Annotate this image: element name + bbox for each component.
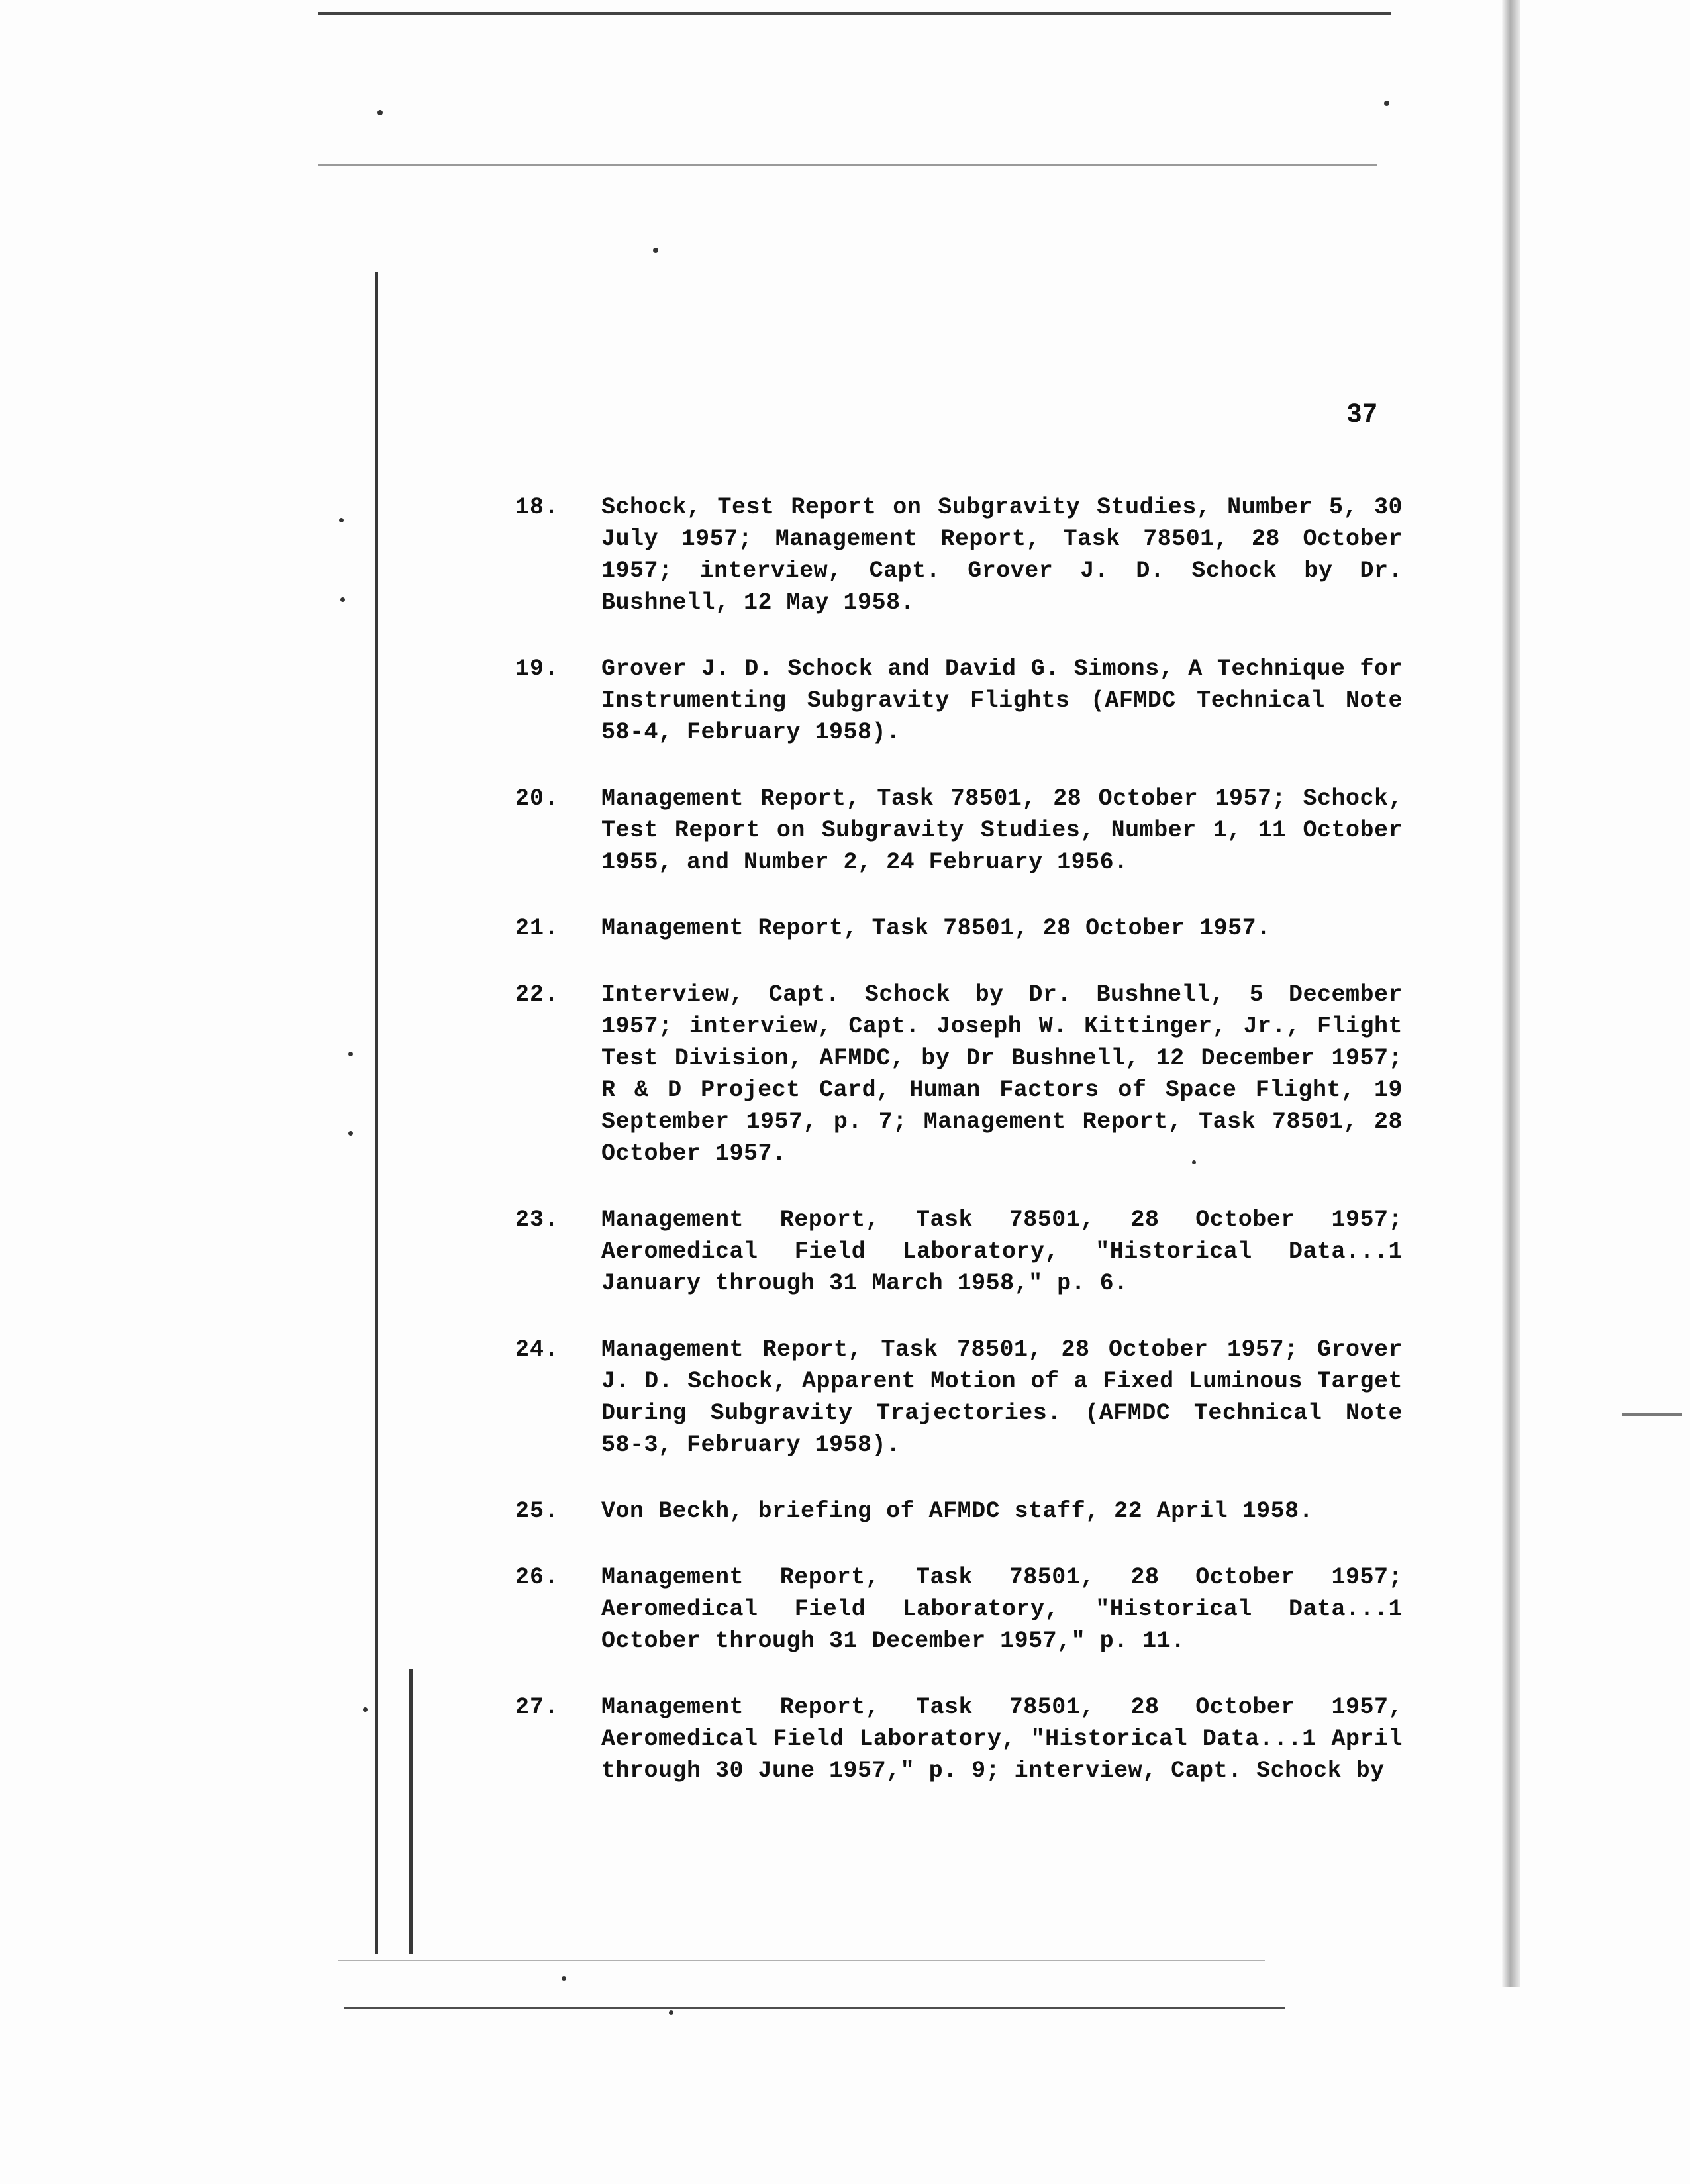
scan-speck: [340, 597, 345, 602]
scan-speck: [377, 110, 383, 115]
endnote-27: [515, 1691, 1403, 1787]
bottom-dashed-rule: [338, 1960, 1265, 1961]
endnote-number: 26.: [515, 1564, 560, 1591]
scan-speck: [653, 248, 658, 253]
endnote-number: 19.: [515, 656, 560, 682]
endnote-number: 20.: [515, 785, 560, 812]
scan-speck: [339, 518, 344, 522]
endnote-24: [515, 1334, 1403, 1461]
endnote-text: Grover J. D. Schock and David G. Simons, A Technique for Instrumenting Subgravity Flights (AFMDC Technical Note 58-4, February 1958).: [601, 656, 1403, 746]
endnote-text: Management Report, Task 78501, 28 October 1957; Aeromedical Field Laboratory, "Historical Data...1 October through 31 December 1957," p. 11.: [601, 1564, 1403, 1654]
scan-speck: [348, 1131, 353, 1136]
page-number: 37: [1347, 399, 1378, 428]
endnote-20: [515, 783, 1403, 878]
endnote-number: 27.: [515, 1694, 560, 1720]
endnote-19: [515, 653, 1403, 748]
scan-speck: [1384, 101, 1389, 106]
scan-speck: [363, 1707, 368, 1712]
upper-dashed-rule: [318, 164, 1377, 166]
endnote-number: 22.: [515, 981, 560, 1008]
endnote-21: [515, 913, 1403, 944]
scan-speck: [348, 1052, 353, 1056]
endnote-text: Interview, Capt. Schock by Dr. Bushnell, 5 December 1957; interview, Capt. Joseph W. Kittinger, Jr., Flight Test Division, AFMDC, by Dr Bushnell, 12 December 1957; R & D Project Card, Human Factors of Space Flight, 19 September 1957, p. 7; Management Report, Task 78501, 28 October 1957.: [601, 981, 1403, 1167]
endnotes-list: [515, 491, 1403, 1821]
endnote-text: Schock, Test Report on Subgravity Studies, Number 5, 30 July 1957; Management Report, Task 78501, 28 October 1957; interview, Capt. Grover J. D. Schock by Dr. Bushnell, 12 May 1958.: [601, 494, 1403, 616]
top-edge-rule: [318, 12, 1391, 15]
endnote-number: 18.: [515, 494, 560, 521]
right-edge-mark: [1622, 1413, 1682, 1416]
scan-speck: [562, 1976, 566, 1981]
left-margin-line-tail: [409, 1669, 413, 1954]
endnote-text: Management Report, Task 78501, 28 October 1957; Aeromedical Field Laboratory, "Historical Data...1 January through 31 March 1958," p. 6.: [601, 1207, 1403, 1297]
endnote-number: 25.: [515, 1498, 560, 1524]
endnote-number: 23.: [515, 1207, 560, 1233]
endnote-25: [515, 1495, 1403, 1527]
endnote-text: Von Beckh, briefing of AFMDC staff, 22 April 1958.: [601, 1498, 1314, 1524]
endnote-26: [515, 1562, 1403, 1657]
endnote-text: Management Report, Task 78501, 28 October 1957.: [601, 915, 1271, 942]
endnote-text: Management Report, Task 78501, 28 October 1957, Aeromedical Field Laboratory, "Historical Data...1 April through 30 June 1957," p. 9; interview, Capt. Schock by: [601, 1694, 1403, 1784]
left-margin-line: [375, 272, 378, 1954]
endnote-22: [515, 979, 1403, 1169]
endnote-23: [515, 1204, 1403, 1299]
scan-shadow: [1502, 0, 1520, 1987]
endnote-number: 21.: [515, 915, 560, 942]
bottom-edge-rule: [344, 2007, 1285, 2009]
endnote-number: 24.: [515, 1336, 560, 1363]
endnote-text: Management Report, Task 78501, 28 October 1957; Grover J. D. Schock, Apparent Motion of a Fixed Luminous Target During Subgravity Trajectories. (AFMDC Technical Note 58-3, February 1958).: [601, 1336, 1403, 1458]
endnote-text: Management Report, Task 78501, 28 October 1957; Schock, Test Report on Subgravity Studies, Number 1, 11 October 1955, and Number 2, 24 February 1956.: [601, 785, 1403, 875]
scan-speck: [669, 2010, 673, 2015]
endnote-18: [515, 491, 1403, 619]
